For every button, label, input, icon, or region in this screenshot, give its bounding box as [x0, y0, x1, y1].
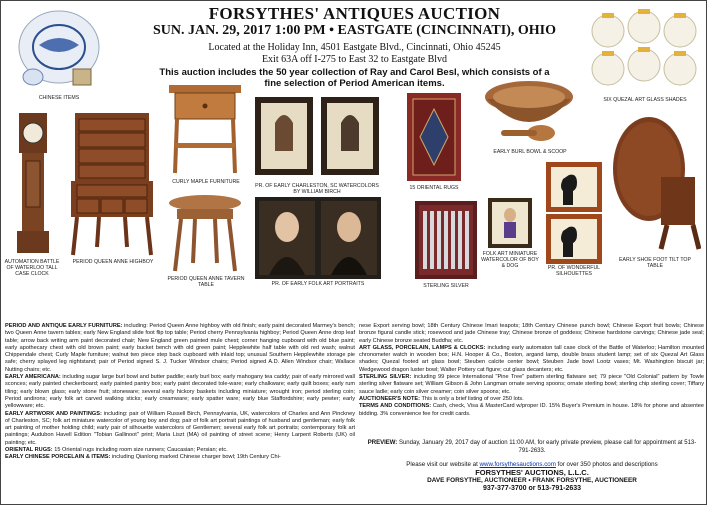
location-line-1: Located at the Holiday Inn, 4501 Eastgate Blvd., Cincinnati, Ohio 45245 [208, 42, 501, 53]
lot-paragraph [359, 345, 704, 373]
auctioneer-names: DAVE FORSYTHE, AUCTIONEER • FRANK FORSYTHE, AUCTIONEER [427, 477, 637, 484]
preview-note [367, 439, 697, 455]
clock-caption: AUTOMATION BATTLE OF WATERLOO TALL CASE CLOCK [4, 259, 60, 277]
lot-category-text: This is only a brief listing of over 250 lots. [420, 395, 524, 402]
lot-paragraph [359, 403, 704, 416]
preview-label: PREVIEW: [367, 440, 398, 446]
lot-category-text: including Qianlong marked Chinese charger bowl; 19th Century Chi- [110, 454, 281, 461]
lot-paragraph [359, 374, 704, 395]
lot-paragraph [5, 411, 355, 446]
portraits-caption: PR. OF EARLY FOLK ART PORTRAITS [271, 281, 365, 287]
company-name: FORSYTHES' AUCTIONS, L.L.C. [475, 468, 589, 477]
lot-category-text: including early automaton tall case clock of the Battle of Waterloo; Hamilton mounted chronometer watch in wooden box; H.N. Hooper & Co., Boston, argand lamp, double brass student lamp; set of six Quezal Art Glass shades; Quezal footed art glass bowl; Steuben calcite center bowl; Steuben Jade bowl Lootz vases; Mt. Washington biscuit jar; Wedgewood dragon luster bowl; Walter Pottery cat figure; cut glass decanters; etc. [359, 344, 704, 373]
lot-category-heading: ORIENTAL RUGS: [5, 447, 53, 454]
website-pre: Please visit our website at [406, 461, 480, 468]
tavern-table-caption: PERIOD QUEEN ANNE TAVERN TABLE [167, 276, 245, 288]
auction-date: SUN. JAN. 29, 2017 1:00 PM • EASTGATE (CINCINNATI), OHIO [152, 23, 556, 38]
highboy-caption: PERIOD QUEEN ANNE HIGHBOY [72, 259, 154, 265]
lot-listing-right [359, 323, 704, 418]
charleston-caption: PR. OF EARLY CHARLESTON, SC WATERCOLORS BY WILLIAM BIRCH [255, 183, 379, 195]
preview-text: Sunday, January 29, 2017 day of auction 11:00 AM, for early private preview, please call for appointment at 513-791-2633. [397, 440, 697, 454]
burl-bowl-caption: EARLY BURL BOWL & SCOOP [493, 149, 567, 155]
chinese-items-caption: CHINESE ITEMS [38, 95, 80, 101]
quezal-caption: SIX QUEZAL ART GLASS SHADES [603, 97, 687, 103]
burl-bowl-photo [481, 75, 577, 145]
website-link[interactable]: www.forsythesauctions.com [479, 461, 556, 468]
curly-maple-photo [165, 81, 245, 177]
lot-paragraph [359, 396, 524, 402]
oriental-rugs-caption: 15 ORIENTAL RUGS [409, 185, 459, 191]
lot-category-heading: EARLY CHINESE PORCELAIN & ITEMS: [5, 454, 111, 461]
lot-category-heading: TERMS AND CONDITIONS: [359, 403, 432, 410]
lot-category-heading: EARLY AMERICANA: [5, 374, 61, 381]
chinese-items-photo [9, 7, 109, 93]
lot-category-heading: PERIOD AND ANTIQUE EARLY FURNITURE: [5, 323, 123, 329]
miniature-watercolor-photo [487, 197, 533, 249]
lot-category-text: nese Export serving bowl; 18th Century Chinese Imari teapots; 18th Century Chinese punch bowl; Chinese Export fruit bowls; Chinese bronze figural candle stick; rosewood and jade Chinese tray; Chinese bronze of goddess; Chinese hardstone carvings; Chinese jade seal; early Chinese bronze seated Buddha; etc. [359, 323, 704, 344]
lot-paragraph [5, 323, 355, 373]
website-post: for over 350 photos and descriptions [555, 461, 658, 468]
lot-category-heading: AUCTIONEER'S NOTE: [359, 395, 420, 402]
silhouettes-photo [545, 161, 603, 265]
lot-category-text: including: Period Queen Anne highboy with old finish; early paint decorated Marmey's bench; two Queen Anne tavern tables; early New England slide foot flip top table; Period cherry Pennsylvania highboy; Period Queen Anne drop leaf table; arrow back writing arm paint decorated chair; New England green painted mule chest; corner hanging cupboard with old blue paint; early apothecary chest with old brown paint; early bucket bench with old green paint; Hepplewhite half table with old red wash; walnut Chippendale chest; Curly Maple furniture; walnut two piece step back cupboard with inlaid top; unusual Southern Hepplewhite storage pie safe; cherry splayed leg nightstand; pair of Period signed S. J. Tucker Windsor chairs; Period signed A.D. Allen Windsor chair; Wallace Nutting chairs; etc. [5, 323, 356, 373]
phone-numbers: 937-377-3700 or 513-791-2633 [482, 485, 582, 492]
tavern-table-photo [167, 193, 243, 275]
lot-listing-left [5, 323, 355, 462]
lot-category-text: including sugar large burl bowl and butter paddle; early burl box; early mahogany tea caddy; pair of early mirrored wall sconces; early painted checkerboard; early painted pantry box; early paint decorated tole-ware; early chalkware; early quilt boxes; early rum tiling; early blown glass; early stone fruit; stoneware; several early hickory baskets including miniature; wrought iron; period sterling coin; Period andirons; early folk art carved walking sticks; early creamware; early spatter ware; early blue Staffordshire; early pewter; early yellowware; etc. [5, 374, 355, 410]
lot-paragraph [5, 447, 228, 453]
auction-title: FORSYTHES' ANTIQUES AUCTION [208, 4, 501, 23]
folk-portraits-photo [255, 197, 381, 279]
tall-case-clock-photo [11, 109, 55, 257]
lot-paragraph [359, 323, 704, 344]
lot-category-heading: ART GLASS, PORCELAIN, LAMPS & CLOCKS: [359, 344, 486, 351]
lot-category-text: including 99 piece International "Pine Tree" pattern sterling flatware set; 79 piece "Old Colonial" pattern by Towle sterling silver flatware set; William Gibson & John Langman ornate serving spoons; ornate sterling bowl; sterling chip sterling cover; Tiffany sauce ladle; early coin silver creamer; coin silver spoons; etc. [359, 374, 704, 395]
lot-category-heading: STERLING SILVER: [359, 374, 412, 381]
intro-line-1: This auction includes the 50 year collection of Ray and Carol Besl, which consists of a [159, 67, 550, 78]
highboy-photo [69, 111, 155, 257]
lot-category-text: 15 Oriental rugs including room size runners; Caucasian; Persian; etc. [52, 447, 228, 454]
lot-category-text: including: pair of William Russell Birch, Pennsylvania, UK, watercolors of Charles and Ann Pinckney of Charleston, SC; folk art miniature watercolor of young boy and dog; pair of folk art portrait paintings of husband and gentleman; early folk art painting of mother holding child; early pair of silhouette watercolors of Gentlemen; several early folk art portraits; contemporary folk art paintings; Audubon Havell Edition "Tobian Gallinoot" print; Maria Liszt (MA) oil painting of street scene; Henry Larpent Roberts (UK) oil painting; etc. [5, 410, 355, 446]
oriental-rug-photo [405, 91, 463, 183]
sterling-silver-photo [413, 199, 479, 281]
sterling-caption: STERLING SILVER [423, 283, 469, 289]
footer [367, 461, 697, 493]
charleston-watercolors-photo [253, 93, 381, 181]
quezal-shades-photo [586, 7, 704, 95]
lot-category-text: Cash, check, Visa & MasterCard w/proper ID. 15% Buyer's Premium in house. 18% for phone and absentee bidding. 3% convenience fee for credit cards. [359, 403, 704, 417]
lot-paragraph [5, 374, 355, 409]
tilt-top-table-photo [605, 113, 701, 255]
silhouettes-caption: PR. OF WONDERFUL SILHOUETTES [547, 265, 601, 277]
intro-line-2: fine selection of Period American items. [264, 78, 445, 89]
lot-category-heading: EARLY ARTWORK AND PAINTINGS: [5, 410, 102, 417]
miniature-caption: FOLK ART MINIATURE WATERCOLOR OF BOY & DOG [481, 251, 539, 269]
location-line-2: Exit 63A off I-275 to East 32 to Eastgate Blvd [261, 54, 448, 65]
curly-maple-caption: CURLY MAPLE FURNITURE [172, 179, 240, 185]
tilt-top-caption: EARLY SHOE FOOT TILT TOP TABLE [619, 257, 691, 269]
lot-paragraph [5, 454, 281, 460]
